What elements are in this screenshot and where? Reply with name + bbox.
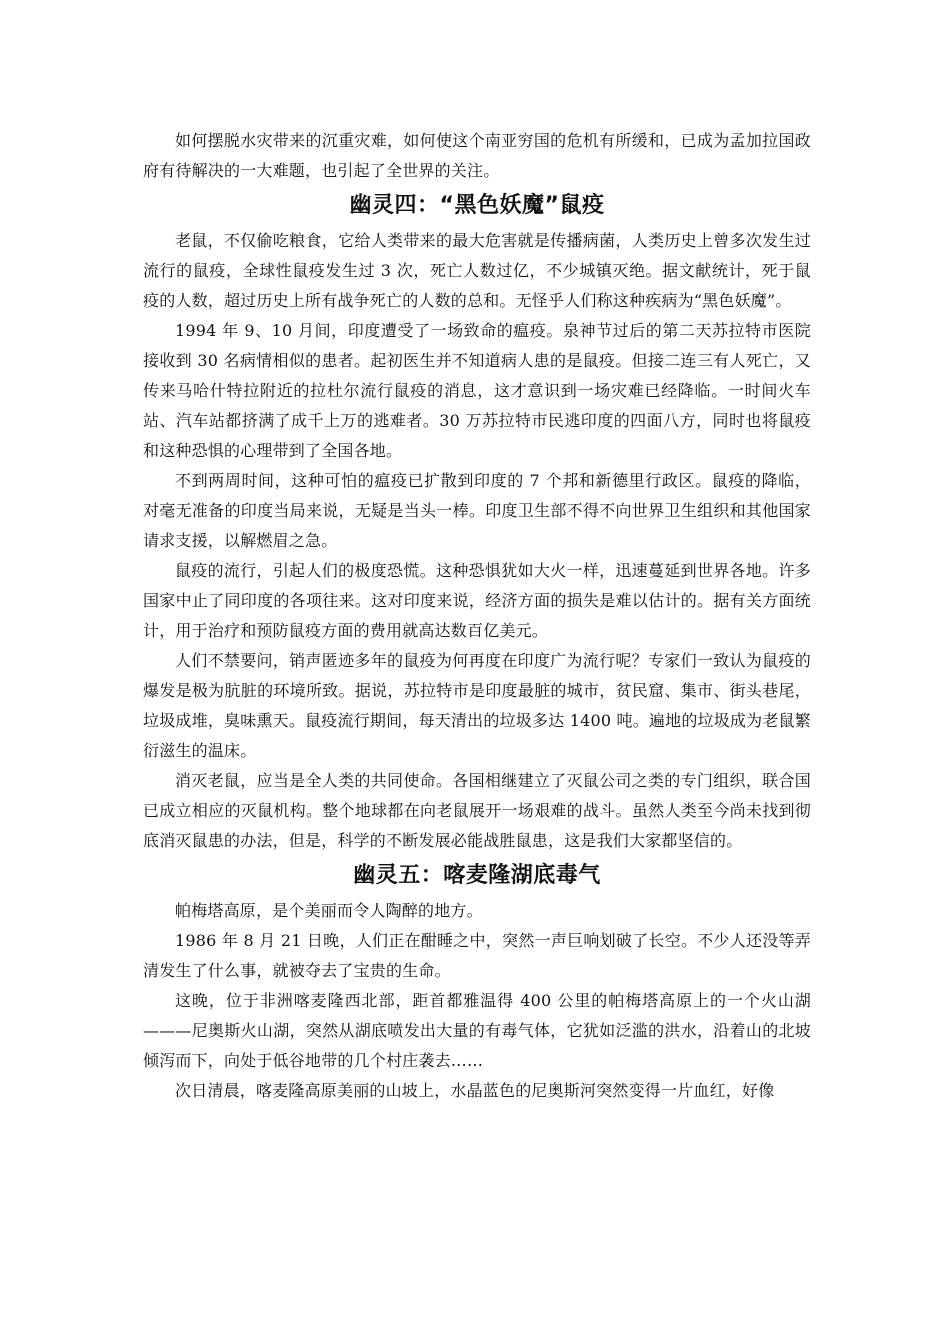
- paragraph: 帕梅塔高原，是个美丽而令人陶醉的地方。: [175, 901, 483, 920]
- paragraph: 鼠疫的流行，引起人们的极度恐慌。这种恐惧犹如大火一样，迅速蔓延到世界各地。许多国家中止了同印度的各项往来。这对印度来说，经济方面的损失是难以估计的。据有关方面统计，用于治疗和预防鼠疫方面的费用就高达数百亿美元。: [143, 561, 811, 640]
- paragraph: 消灭老鼠，应当是全人类的共同使命。各国相继建立了灭鼠公司之类的专门组织，联合国已成立相应的灭鼠机构。整个地球都在向老鼠展开一场艰难的战斗。虽然人类至今尚未找到彻底消灭鼠患的办法，但是，科学的不断发展必能战胜鼠患，这是我们大家都坚信的。: [143, 771, 811, 850]
- section-title-ghost-four: 幽灵四：“黑色妖魔”鼠疫: [349, 193, 605, 218]
- document-page: [143, 126, 811, 1106]
- paragraph: 次日清晨，喀麦隆高原美丽的山坡上，水晶蓝色的尼奥斯河突然变得一片血红，好像: [175, 1081, 775, 1100]
- paragraph-intro: 如何摆脱水灾带来的沉重灾难，如何使这个南亚穷国的危机有所缓和，已成为孟加拉国政府有待解决的一大难题，也引起了全世界的关注。: [143, 131, 811, 180]
- section-title-ghost-five: 幽灵五：喀麦隆湖底毒气: [353, 863, 601, 888]
- paragraph: 不到两周时间，这种可怕的瘟疫已扩散到印度的 7 个邦和新德里行政区。鼠疫的降临，对毫无准备的印度当局来说，无疑是当头一棒。印度卫生部不得不向世界卫生组织和其他国家请求支援，以解燃眉之急。: [143, 471, 811, 550]
- paragraph: 这晚，位于非洲喀麦隆西北部，距首都雅温得 400 公里的帕梅塔高原上的一个火山湖———尼奥斯火山湖，突然从湖底喷发出大量的有毒气体，它犹如泛滥的洪水，沿着山的北坡倾泻而下，向处于低谷地带的几个村庄袭去……: [143, 991, 811, 1070]
- paragraph: 1994 年 9、10 月间，印度遭受了一场致命的瘟疫。泉神节过后的第二天苏拉特市医院接收到 30 名病情相似的患者。起初医生并不知道病人患的是鼠疫。但接二连三有人死亡，又传来马哈什特拉附近的拉杜尔流行鼠疫的消息，这才意识到一场灾难已经降临。一时间火车站、汽车站都挤满了成千上万的逃难者。30 万苏拉特市民逃印度的四面八方，同时也将鼠疫和这种恐惧的心理带到了全国各地。: [143, 321, 811, 460]
- paragraph: 人们不禁要问，销声匿迹多年的鼠疫为何再度在印度广为流行呢？专家们一致认为鼠疫的爆发是极为肮脏的环境所致。据说，苏拉特市是印度最脏的城市，贫民窟、集市、街头巷尾，垃圾成堆，臭味熏天。鼠疫流行期间，每天清出的垃圾多达 1400 吨。遍地的垃圾成为老鼠繁衍滋生的温床。: [143, 651, 811, 760]
- paragraph: 1986 年 8 月 21 日晚，人们正在酣睡之中，突然一声巨响划破了长空。不少人还没等弄清发生了什么事，就被夺去了宝贵的生命。: [143, 931, 811, 980]
- paragraph: 老鼠，不仅偷吃粮食，它给人类带来的最大危害就是传播病菌，人类历史上曾多次发生过流行的鼠疫，全球性鼠疫发生过 3 次，死亡人数过亿，不少城镇灭绝。据文献统计，死于鼠疫的人数，超过历史上所有战争死亡的人数的总和。无怪乎人们称这种疾病为“黑色妖魔”。: [143, 231, 811, 310]
